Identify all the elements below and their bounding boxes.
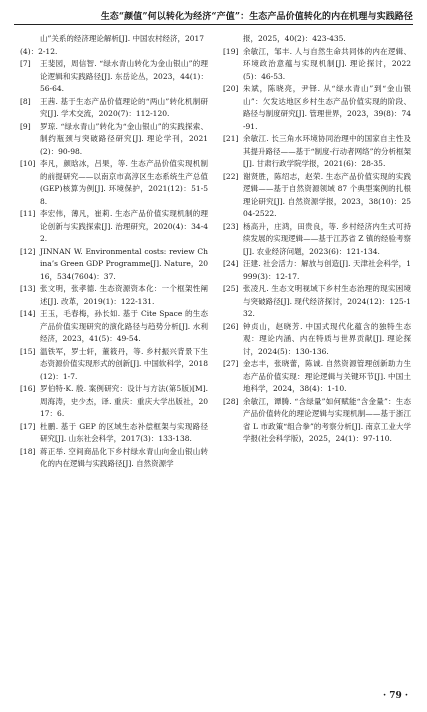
- reference-number: [11]: [20, 209, 36, 218]
- reference-entry: [223, 133, 411, 171]
- reference-number: [22]: [223, 171, 239, 181]
- reference-number: [16]: [20, 384, 36, 393]
- reference-entry: [223, 171, 411, 221]
- reference-number: [26]: [223, 321, 239, 331]
- reference-number: [23]: [223, 221, 239, 231]
- reference-number: [19]: [223, 46, 239, 56]
- reference-number: [10]: [20, 159, 36, 168]
- reference-number: [12]: [20, 246, 36, 256]
- reference-text: 余敏江. 长三角水环境协同治理中的国家自主性及其提升路径——基于“制度-行动者网络”的分析框架[J]. 甘肃行政学院学报，2021(6)：28-35.: [243, 134, 411, 168]
- reference-entry: [223, 46, 411, 84]
- reference-text: 张凌凡. 生态文明视域下乡村生态治理的现实困境与突破路径[J]. 现代经济探讨，2024(12)：125-132.: [243, 284, 411, 318]
- reference-entry: [20, 446, 208, 471]
- reference-entry: [223, 358, 411, 396]
- reference-text: 谢贤胜，陈绍志，赵荣. 生态产品价值实现的实践逻辑——基于自然资源领域 87 个典型案例的扎根理论研究[J]. 自然资源学报，2023，38(10)：2504-2522.: [243, 171, 411, 218]
- reference-entry: [20, 158, 208, 208]
- reference-text: 罗琼. “绿水青山”转化为“金山银山”的实践探索、制约瓶颈与突破路径研究[J]. 理论学刊，2021(2)：90-98.: [40, 121, 208, 156]
- reference-number: [15]: [20, 346, 36, 356]
- reference-text: 杨高升，庄鸿，田贵良，等. 乡村经济内生式可持续发展的实现逻辑——基于江苏省 Z 镇的经验考察[J]. 农业经济问题，2023(6)：121-134.: [243, 221, 411, 256]
- reference-text: 报，2025，40(2)：423-435.: [243, 34, 346, 43]
- reference-entry: [223, 221, 411, 259]
- reference-entry: [20, 96, 208, 121]
- reference-text: 罗伯特·K. 殷. 案例研究：设计与方法(第5版)[M]. 周海涛，史少杰，译. 重庆：重庆大学出版社，2017：6.: [40, 384, 208, 418]
- reference-text: 余敏江，谭腾. “含绿量”如何赋能“含金量”：生态产品价值转化的理论逻辑与实现机制——基于浙江省 L 市政策“组合拳”的考察分析[J]. 南京工业大学学报(社会科学版)，2025，24(1)：97-110.: [243, 396, 411, 443]
- reference-entry: [20, 421, 208, 446]
- reference-text: 蒋正举. 空间商品化下乡村绿水青山向金山银山转化的内在逻辑与实践路径[J]. 自然资源学: [40, 446, 208, 468]
- reference-text: 山”关系的经济理论解析[J]. 中国农村经济，2017(4)：2-12.: [20, 34, 205, 56]
- reference-number: [25]: [223, 284, 239, 293]
- reference-entry: [20, 246, 208, 284]
- reference-continuation: [223, 33, 411, 46]
- reference-number: [9]: [20, 121, 31, 131]
- reference-text: 王茜. 基于生态产品价值理论的“两山”转化机制研究[J]. 学术交流，2020(7)：112-120.: [40, 96, 208, 118]
- reference-text: 张文明，张孝德. 生态资源资本化：一个框架性阐述[J]. 改革，2019(1)：122-131.: [40, 284, 208, 306]
- reference-text: 李凡，颜晗冰，吕果，等. 生态产品价值实现机制的前提研究——以南京市高淳区生态系统生产总值(GEP)核算为例[J]. 环境保护，2021(12)：51-58.: [40, 159, 208, 206]
- right-column: [223, 33, 411, 446]
- reference-list-right: [223, 46, 411, 446]
- reference-text: 王斐园，周信智. “绿水青山转化为金山银山”的理论逻辑和实践路径[J]. 东岳论丛，2023，44(1)：56-64.: [40, 59, 208, 93]
- reference-text: 金志丰，张晓蕾，陈诚. 自然资源管理创新助力生态产品价值实现：理论逻辑与关键环节[J]. 中国土地科学，2024，38(4)：1-10.: [243, 359, 411, 393]
- reference-text: 温铁军，罗士轩，董筱丹，等. 乡村振兴背景下生态资源价值实现形式的创新[J]. 中国软科学，2018(12)：1-7.: [40, 346, 208, 381]
- reference-entry: [20, 346, 208, 384]
- reference-list-left: [20, 58, 208, 471]
- reference-text: 王玉，毛春梅，孙长如. 基于 Cite Space 的生态产品价值实现研究的演化路径与趋势分析[J]. 水利经济，2023，41(5)：49-54.: [40, 309, 208, 343]
- left-column: [20, 33, 208, 471]
- page-number: · 79 ·: [383, 691, 409, 701]
- header-rule: [14, 24, 413, 25]
- reference-entry: [20, 58, 208, 96]
- reference-number: [27]: [223, 359, 239, 368]
- reference-entry: [223, 396, 411, 446]
- reference-entry: [20, 383, 208, 421]
- reference-text: 余敏江，邹丰. 人与自然生命共同体的内在逻辑、环境政治意蕴与实现机制[J]. 理论探讨，2022(5)：46-53.: [243, 46, 411, 81]
- reference-number: [18]: [20, 446, 36, 456]
- reference-number: [24]: [223, 259, 239, 268]
- reference-number: [17]: [20, 421, 36, 431]
- reference-text: 李宏伟，薄凡，崔莉. 生态产品价值实现机制的理论创新与实践探索[J]. 治理研究，2020(4)：34-42.: [40, 209, 208, 243]
- reference-entry: [223, 83, 411, 133]
- reference-entry: [223, 321, 411, 359]
- reference-number: [20]: [223, 84, 239, 93]
- reference-entry: [20, 308, 208, 346]
- reference-number: [7]: [20, 59, 31, 68]
- reference-entry: [20, 208, 208, 246]
- reference-text: 杜鹏. 基于 GEP 的区域生态补偿框架与实现路径研究[J]. 山东社会科学，2017(3)：133-138.: [40, 421, 208, 443]
- reference-number: [14]: [20, 309, 36, 318]
- running-header: 生态“颜值”何以转化为经济“产值”：生态产品价值转化的内在机理与实践路径: [100, 12, 413, 22]
- reference-entry: [20, 283, 208, 308]
- reference-entry: [223, 258, 411, 283]
- reference-text: 钟贞山，赵晓芳. 中国式现代化蕴含的独特生态观：理论内涵、内在特质与世界贡献[J]. 理论探讨，2024(5)：130-136.: [243, 321, 411, 356]
- reference-entry: [223, 283, 411, 321]
- reference-continuation: [20, 33, 208, 58]
- reference-number: [21]: [223, 134, 239, 143]
- reference-entry: [20, 121, 208, 159]
- reference-number: [28]: [223, 396, 239, 406]
- reference-number: [13]: [20, 284, 36, 293]
- reference-text: 汪建. 社会活力：解放与创造[J]. 天津社会科学，1999(3)：12-17.: [243, 259, 411, 281]
- reference-text: JINNAN W. Environmental costs: review China’s Green GDP Programme[J]. Nature，2016，534(7604)：37.: [40, 246, 208, 281]
- reference-number: [8]: [20, 96, 31, 106]
- reference-text: 朱斌，陈晓亮，尹铎. 从“绿水青山”到“金山银山”：欠发达地区乡村生态产品价值实现的阶段、路径与制度研究[J]. 管理世界，2023，39(8)：74-91.: [243, 84, 411, 131]
